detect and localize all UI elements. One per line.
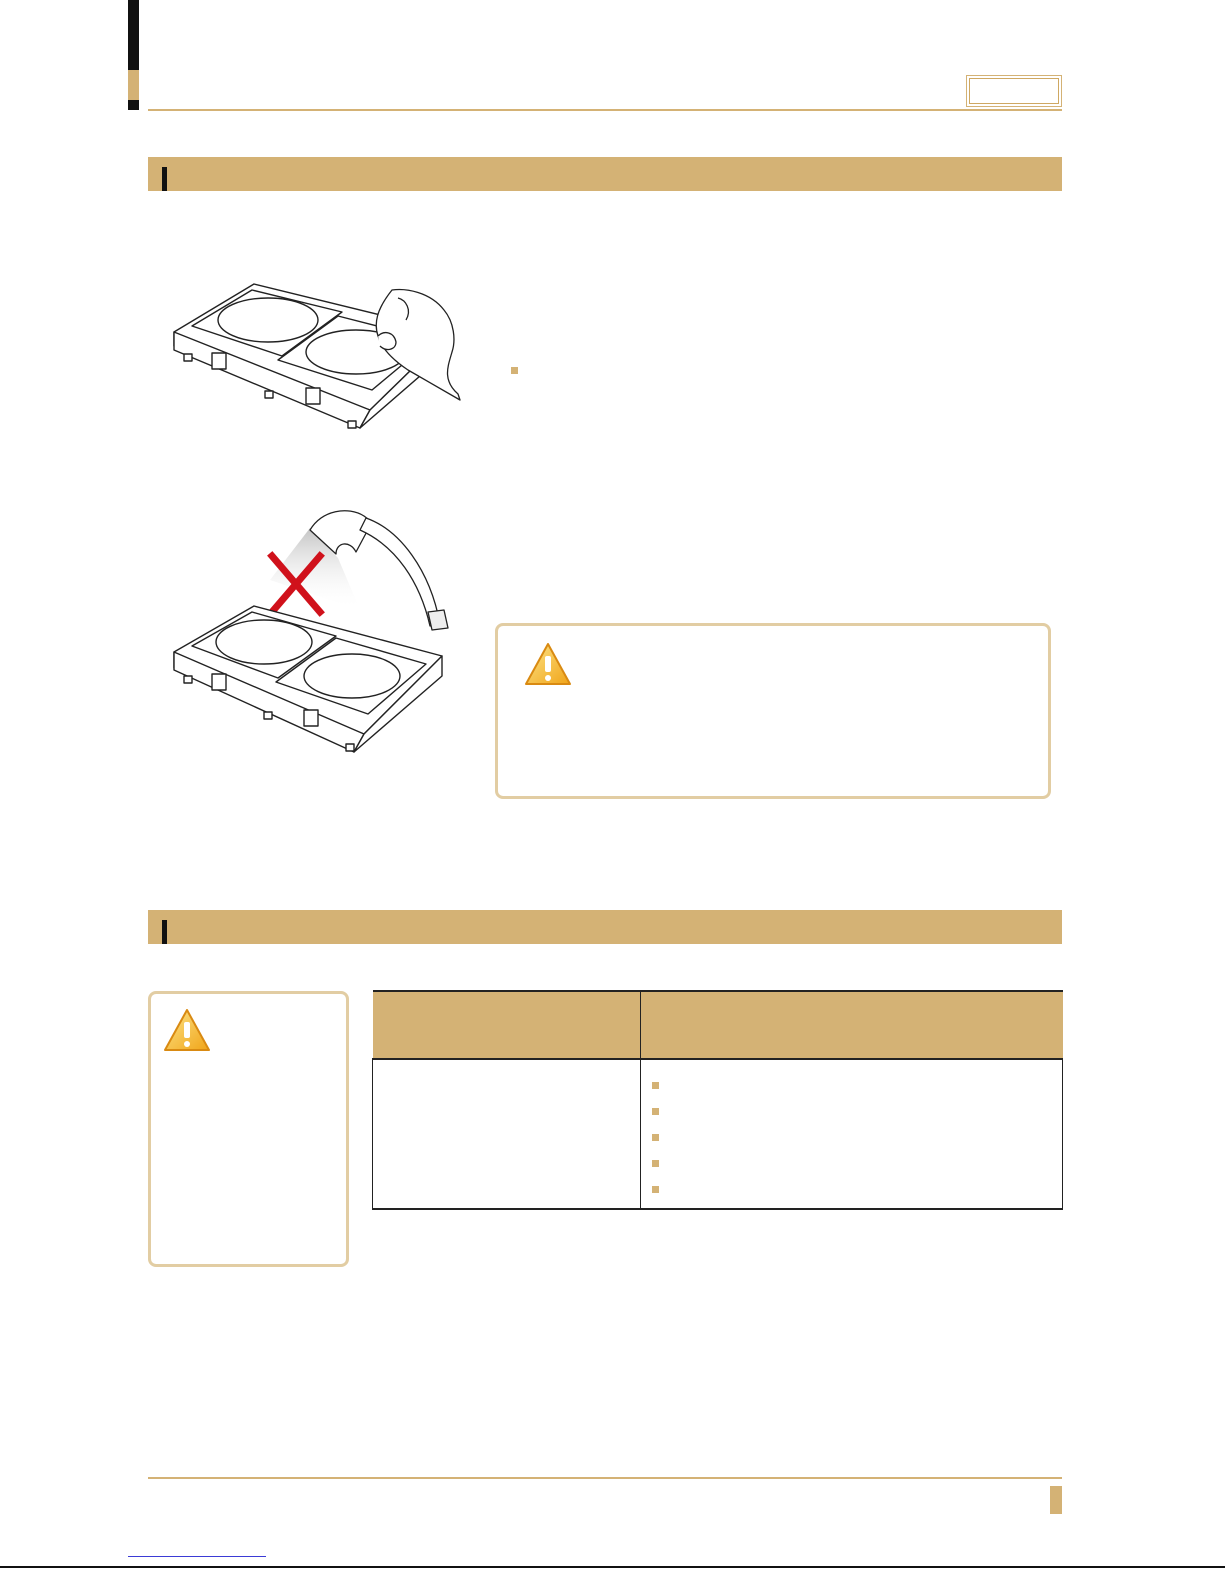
bullet-marker: [511, 367, 518, 374]
cooktop-wiping-icon: [160, 270, 470, 440]
table-row: [373, 1059, 1063, 1209]
bullet-marker: [652, 1134, 659, 1141]
header-marker-gold: [128, 70, 139, 100]
header-marker-black: [128, 0, 139, 70]
section-bar-2: [148, 910, 1062, 944]
header-rule: [148, 109, 1062, 111]
warning-triangle-icon: [524, 642, 572, 686]
footer-rule: [148, 1477, 1062, 1479]
page-bottom-edge: [0, 1566, 1225, 1568]
bullet-marker: [652, 1082, 659, 1089]
warning-box-1: [495, 623, 1051, 799]
table-cell-col1: [373, 1060, 640, 1088]
warning-triangle-icon: [163, 1008, 211, 1052]
warning-box-2: [148, 991, 349, 1267]
footer-page-marker: [1050, 1486, 1062, 1514]
table-header-1: [373, 991, 641, 1059]
bullet-marker: [652, 1186, 659, 1193]
header-marker-black-small: [128, 100, 139, 110]
section-bar-1: [148, 157, 1062, 191]
troubleshooting-table: [372, 990, 1063, 1210]
header-tab: [966, 75, 1062, 107]
section-bar-marker: [162, 920, 167, 944]
cooktop-no-water-spray-icon: [160, 500, 470, 760]
table-header-2: [641, 991, 1063, 1059]
bullet-marker: [652, 1108, 659, 1115]
bullet-marker: [652, 1160, 659, 1167]
bottom-link-underline: [128, 1556, 266, 1557]
section-bar-marker: [162, 167, 167, 191]
